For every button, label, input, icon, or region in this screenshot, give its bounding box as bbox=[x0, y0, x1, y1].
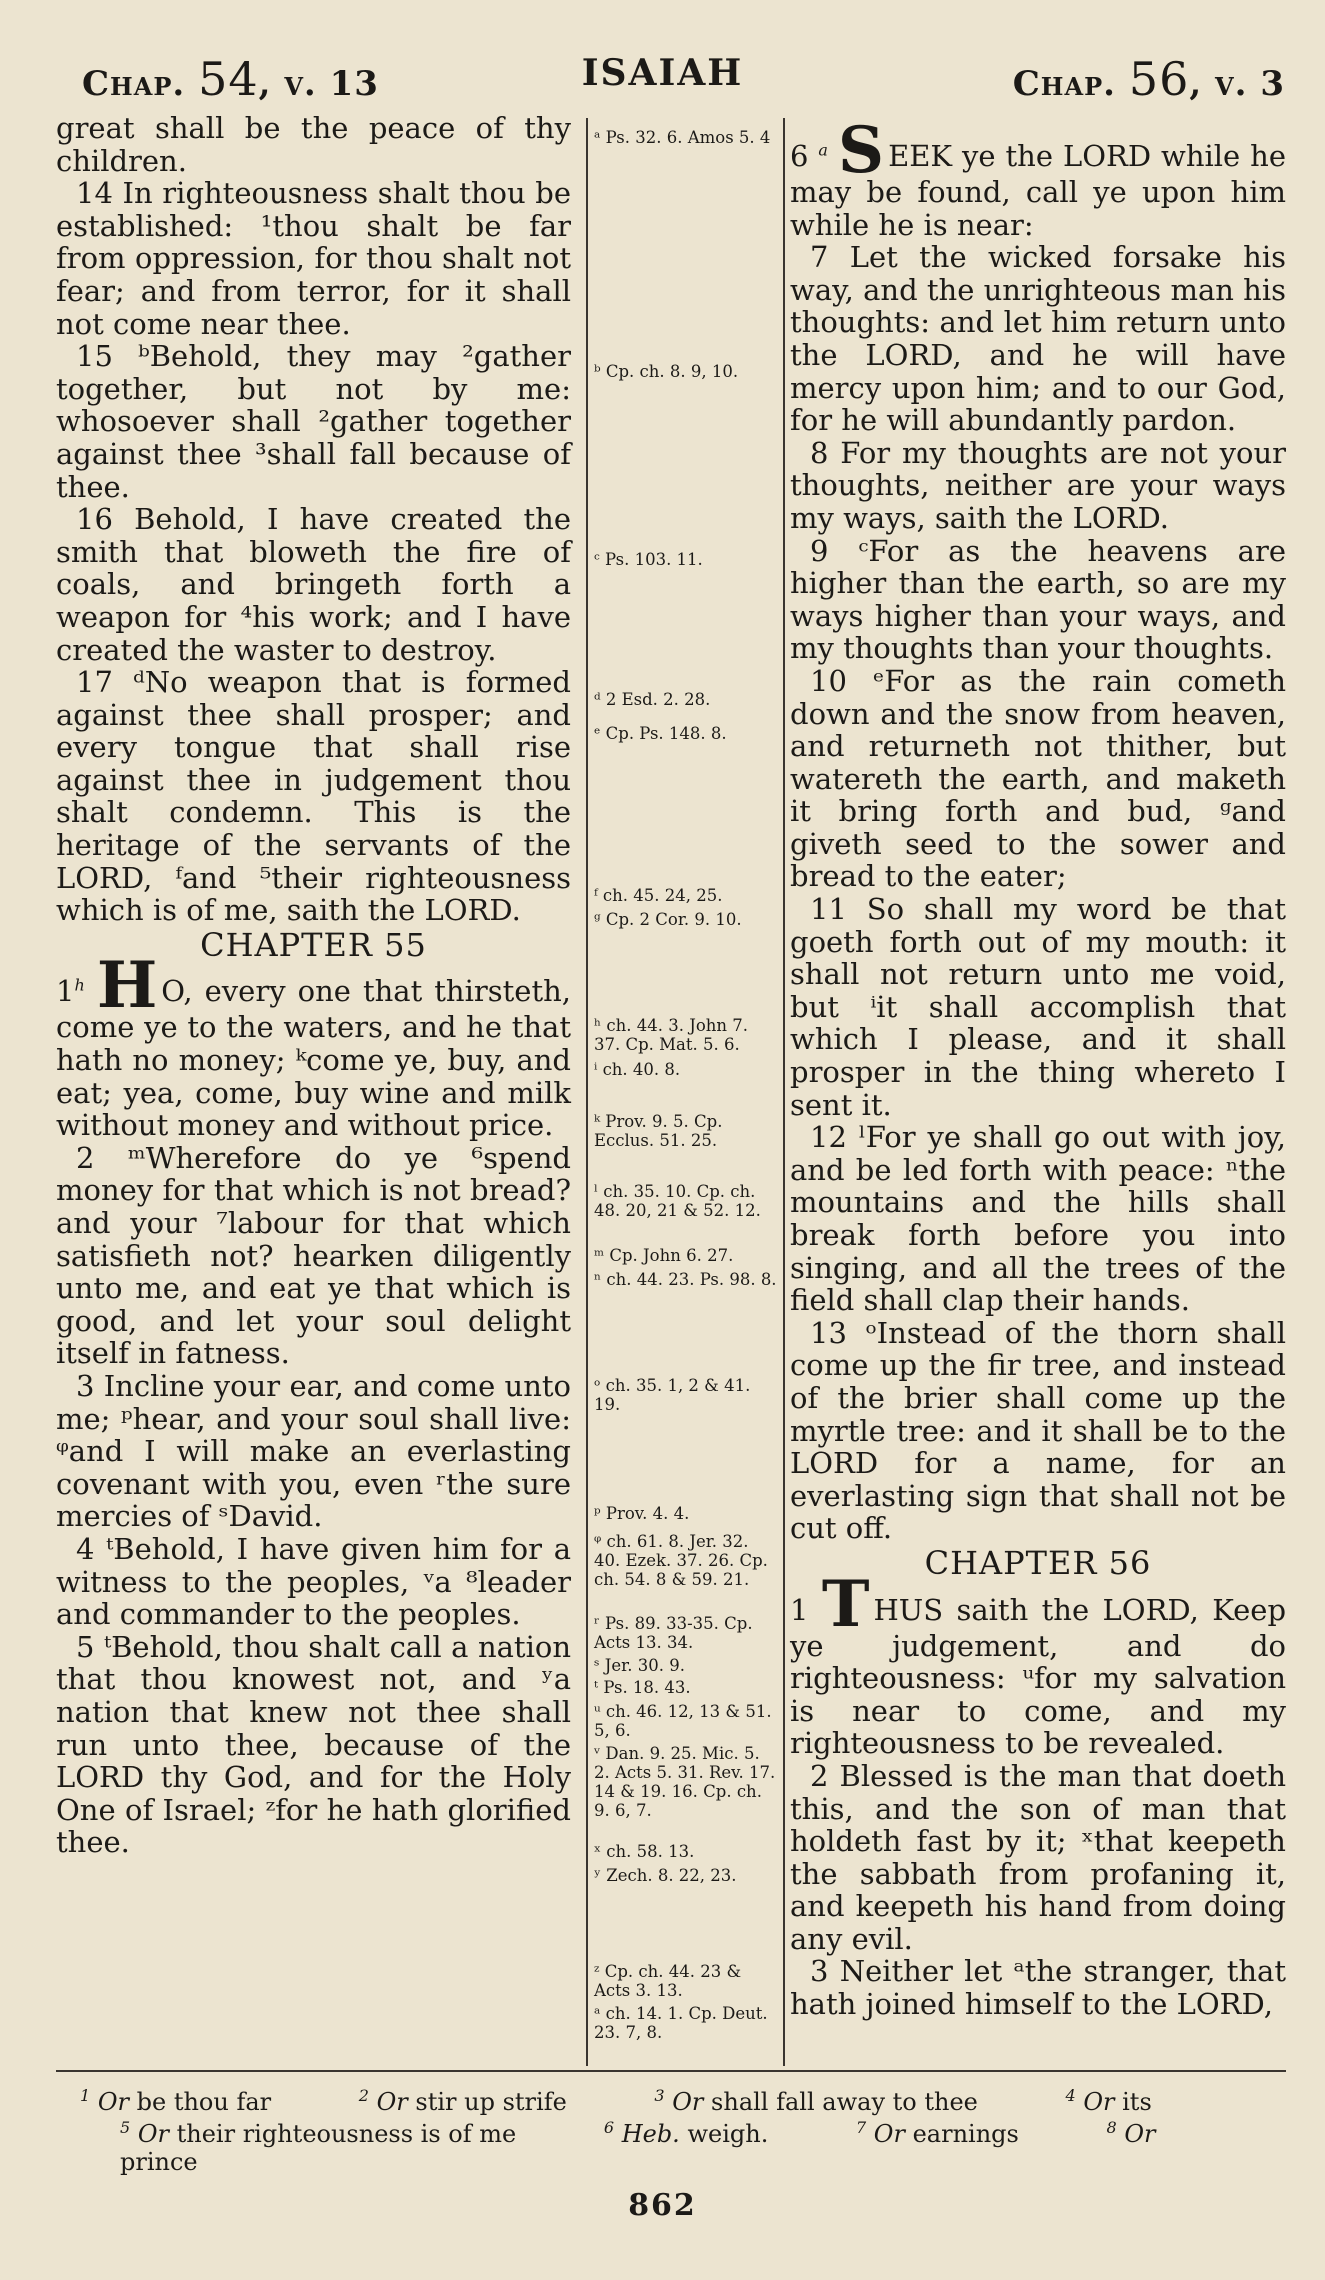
margin-ref: ⁿ ch. 44. 23. Ps. 98. 8. bbox=[594, 1270, 777, 1289]
book-title: ISAIAH bbox=[581, 52, 744, 94]
margin-ref: ᵖ Prov. 4. 4. bbox=[594, 1504, 690, 1523]
chapter-number-right: 56 bbox=[1128, 52, 1190, 106]
verse-54-15: 15 ᵇBehold, they may ²gather together, but not by me: whosoever shall ²gather together against thee ³shall fall because of thee. bbox=[56, 339, 571, 504]
verse-55-4: 4 ᵗBehold, I have given him for a witness to the peoples, ᵛa ⁸leader and commander to the peoples. bbox=[56, 1531, 571, 1632]
margin-ref: ˡ ch. 35. 10. Cp. ch. 48. 20, 21 & 52. 12. bbox=[594, 1182, 761, 1220]
verse-left: , v. 13 bbox=[258, 64, 379, 104]
footnote-4-or: Or bbox=[1083, 2088, 1115, 2116]
verse-55-12: 12 ˡFor ye shall go out with joy, and be led forth with peace: ⁿthe mountains and the hills shall break forth before you into singing, and all the trees of the field shall clap their hands. bbox=[790, 1120, 1286, 1318]
margin-ref: ᵒ ch. 35. 1, 2 & 41. 19. bbox=[594, 1376, 751, 1414]
footnote-3-num: 3 bbox=[654, 2086, 665, 2105]
margin-ref: ᵠ ch. 61. 8. Jer. 32. 40. Ezek. 37. 26. Cp. ch. 54. 8 & 59. 21. bbox=[594, 1532, 768, 1589]
drop-cap-56: T bbox=[821, 1566, 870, 1642]
verse-55-10: 10 ᵉFor as the rain cometh down and the snow from heaven, and returneth not thither, but watereth the earth, and maketh it bring forth and bud, ᵍand giveth seed to the sower and bread to the eater; bbox=[790, 663, 1286, 894]
margin-ref: ᶜ Ps. 103. 11. bbox=[594, 550, 703, 569]
right-text-column bbox=[790, 113, 1287, 2022]
footnote-7 bbox=[856, 2120, 1059, 2148]
verse-56-2: 2 Blessed is the man that doeth this, and the son of man that holdeth fast by it; ˣthat keepeth the sabbath from profaning it, and keepeth his hand from doing any evil. bbox=[790, 1758, 1286, 1956]
footnote-6-num: 6 bbox=[603, 2118, 615, 2137]
verse-55-1 bbox=[56, 948, 571, 1143]
chapter-number-left: 54 bbox=[198, 52, 259, 106]
verse-right: , v. 3 bbox=[1189, 64, 1285, 104]
verse-55-9: 9 ᶜFor as the heavens are higher than the earth, so are my ways higher than your ways, and my thoughts than your thoughts. bbox=[790, 533, 1286, 666]
margin-ref: ᵐ Cp. John 6. 27. bbox=[594, 1246, 734, 1265]
verse-56-1 bbox=[790, 1566, 1287, 1761]
footnote-6-text: weigh. bbox=[687, 2120, 769, 2148]
footnote-6-or: Heb. bbox=[621, 2120, 680, 2148]
footnote-1 bbox=[80, 2088, 311, 2116]
verse-55-6-ref-mark: a bbox=[818, 140, 828, 160]
verse-56-3: 3 Neither let ᵃthe stranger, that hath joined himself to the LORD, bbox=[790, 1954, 1286, 2022]
footnote-5 bbox=[120, 2120, 556, 2148]
margin-ref: ᵏ Prov. 9. 5. Cp. Ecclus. 51. 25. bbox=[594, 1112, 723, 1150]
footnotes-line-2 bbox=[120, 2120, 1320, 2176]
margin-ref: ᵛ Dan. 9. 25. Mic. 5. 2. Acts 5. 31. Rev. 17. 14 & 19. 16. Cp. ch. 9. 6, 7. bbox=[594, 1744, 776, 1820]
margin-ref: ᶻ Cp. ch. 44. 23 & Acts 3. 13. bbox=[594, 1962, 742, 2000]
chapter-55-heading: CHAPTER 55 bbox=[200, 925, 427, 964]
margin-ref: ᵗ Ps. 18. 43. bbox=[594, 1678, 691, 1697]
verse-55-11: 11 So shall my word be that goeth forth out of my mouth: it shall not return unto me void, but ⁱit shall accomplish that which I please, and it shall prosper in the thing whereto I sent it. bbox=[790, 892, 1286, 1122]
margin-ref: ᵘ ch. 46. 12, 13 & 51. 5, 6. bbox=[594, 1702, 772, 1740]
verse-54-16: 16 Behold, I have created the smith that bloweth the fire of coals, and bringeth forth a weapon for ⁴his work; and I have created the waster to destroy. bbox=[56, 502, 571, 667]
footnote-2-or: Or bbox=[376, 2088, 408, 2116]
margin-ref: ᶠ ch. 45. 24, 25. bbox=[594, 886, 723, 905]
margin-ref: ⁱ ch. 40. 8. bbox=[594, 1060, 681, 1079]
verse-55-1-ref-mark: h bbox=[74, 975, 85, 995]
left-text-column bbox=[56, 112, 571, 1859]
footnote-8-or: Or bbox=[1124, 2120, 1156, 2148]
margin-ref: ᵃ Ps. 32. 6. Amos 5. 4 bbox=[594, 128, 771, 147]
margin-ref: ᵈ 2 Esd. 2. 28. bbox=[594, 690, 711, 709]
footnote-3 bbox=[654, 2088, 1017, 2116]
margin-references bbox=[594, 0, 784, 2100]
verse-55-8: 8 For my thoughts are not your thoughts, neither are your ways my ways, saith the LORD. bbox=[790, 435, 1286, 535]
verse-54-14: 14 In righteousness shalt thou be established: ¹thou shalt be far from oppression, for thou shalt not fear; and from terror, for it shall not come near thee. bbox=[56, 176, 571, 341]
verse-54-17: 17 ᵈNo weapon that is formed against thee shall prosper; and every tongue that shall rise against thee in judgement thou shalt condemn. This is the heritage of the servants of the LORD, ᶠand ⁵their righteousness which is of me, saith the LORD. bbox=[56, 665, 571, 928]
footnote-7-text: earnings bbox=[912, 2120, 1019, 2148]
footnote-4-num: 4 bbox=[1065, 2086, 1076, 2105]
footnote-5-text: their righteousness is of me bbox=[176, 2120, 517, 2148]
page-number: 862 bbox=[628, 2188, 697, 2223]
chapter-prefix-right: Chap. bbox=[1012, 64, 1116, 104]
verse-56-1-number: 1 bbox=[790, 1592, 809, 1627]
footnote-1-text: be thou far bbox=[136, 2088, 272, 2116]
margin-ref: ˣ ch. 58. 13. bbox=[594, 1842, 695, 1861]
footnote-4-text: its bbox=[1122, 2088, 1152, 2116]
verse-55-1-text: O, every one that thirsteth, come ye to the waters, and he that hath no money; ᵏcome ye, buy, and eat; yea, come, buy wine and milk without money and without price. bbox=[56, 974, 571, 1143]
verse-56-1-text: HUS saith the LORD, Keep ye judgement, and do righteousness: ᵘfor my salvation is near to come, and my righteousness to be revealed. bbox=[790, 1592, 1287, 1761]
footnote-3-text: shall fall away to thee bbox=[711, 2088, 978, 2116]
verse-55-6-text: EEK ye the LORD while he may be found, call ye upon him while he is near: bbox=[790, 139, 1286, 242]
verse-55-3: 3 Incline your ear, and come unto me; ᵖhear, and your soul shall live: ᵠand I will make an everlasting covenant with you, even ʳthe sure mercies of ˢDavid. bbox=[56, 1368, 571, 1534]
footnote-5-num: 5 bbox=[120, 2118, 131, 2137]
verse-55-7: 7 Let the wicked forsake his way, and the unrighteous man his thoughts: and let him return unto the LORD, and he will have mercy upon him; and to our God, for he will abundantly pardon. bbox=[790, 240, 1286, 438]
column-rule-left bbox=[586, 118, 588, 2066]
footnote-2-num: 2 bbox=[358, 2086, 369, 2105]
margin-ref: ʳ Ps. 89. 33-35. Cp. Acts 13. 34. bbox=[594, 1614, 753, 1652]
footnote-3-or: Or bbox=[672, 2088, 704, 2116]
footnote-4 bbox=[1066, 2088, 1192, 2116]
footnote-1-num: 1 bbox=[80, 2086, 91, 2105]
margin-ref: ᵇ Cp. ch. 8. 9, 10. bbox=[594, 362, 739, 381]
margin-ref: ᵉ Cp. Ps. 148. 8. bbox=[594, 724, 727, 743]
verse-55-1-number: 1 bbox=[56, 974, 75, 1009]
verse-55-6 bbox=[790, 113, 1286, 242]
footnote-2-text: stir up strife bbox=[415, 2088, 567, 2116]
running-head-right bbox=[1013, 52, 1285, 106]
footnote-7-num: 7 bbox=[855, 2118, 867, 2137]
margin-ref: ʸ Zech. 8. 22, 23. bbox=[594, 1866, 737, 1885]
margin-ref: ˢ Jer. 30. 9. bbox=[594, 1656, 685, 1675]
footnote-8-num: 8 bbox=[1106, 2118, 1117, 2137]
chapter-prefix-left: Chap. bbox=[82, 64, 186, 104]
footnote-8-text: prince bbox=[120, 2148, 198, 2176]
margin-ref: ᵃ ch. 14. 1. Cp. Deut. 23. 7, 8. bbox=[594, 2004, 768, 2042]
footnote-6 bbox=[604, 2120, 808, 2148]
margin-ref: ʰ ch. 44. 3. John 7. 37. Cp. Mat. 5. 6. bbox=[594, 1016, 749, 1054]
footnote-7-or: Or bbox=[873, 2120, 905, 2148]
footnote-1-or: Or bbox=[97, 2088, 129, 2116]
footnote-2 bbox=[359, 2088, 607, 2116]
drop-cap-55: H bbox=[96, 948, 158, 1024]
drop-cap-55-6: S bbox=[837, 113, 885, 188]
footnote-5-or: Or bbox=[137, 2120, 169, 2148]
verse-55-5: 5 ᵗBehold, thou shalt call a nation that thou knowest not, and ʸa nation that knew not thee shall run unto thee, because of the LORD thy God, and for the Holy One of Israel; ᶻfor he hath glorified thee. bbox=[56, 1629, 571, 1860]
verse-55-6-number: 6 bbox=[790, 139, 809, 173]
margin-ref: ᵍ Cp. 2 Cor. 9. 10. bbox=[594, 910, 742, 929]
chapter-56-heading: CHAPTER 56 bbox=[924, 1543, 1152, 1582]
verse-54-12-cont: great shall be the peace of thy children. bbox=[56, 111, 571, 178]
verse-55-2: 2 ᵐWherefore do ye ⁶spend money for that which is not bread? and your ⁷labour for that which satisfieth not? hearken diligently unto me, and eat ye that which is good, and let your soul delight itself in fatness. bbox=[56, 1140, 571, 1371]
footnotes-line-1 bbox=[80, 2088, 1280, 2116]
verse-55-13: 13 ᵒInstead of the thorn shall come up the fir tree, and instead of the brier shall come up the myrtle tree: and it shall be to the LORD for a name, for an everlasting sign that shall not be cut off. bbox=[790, 1315, 1286, 1546]
